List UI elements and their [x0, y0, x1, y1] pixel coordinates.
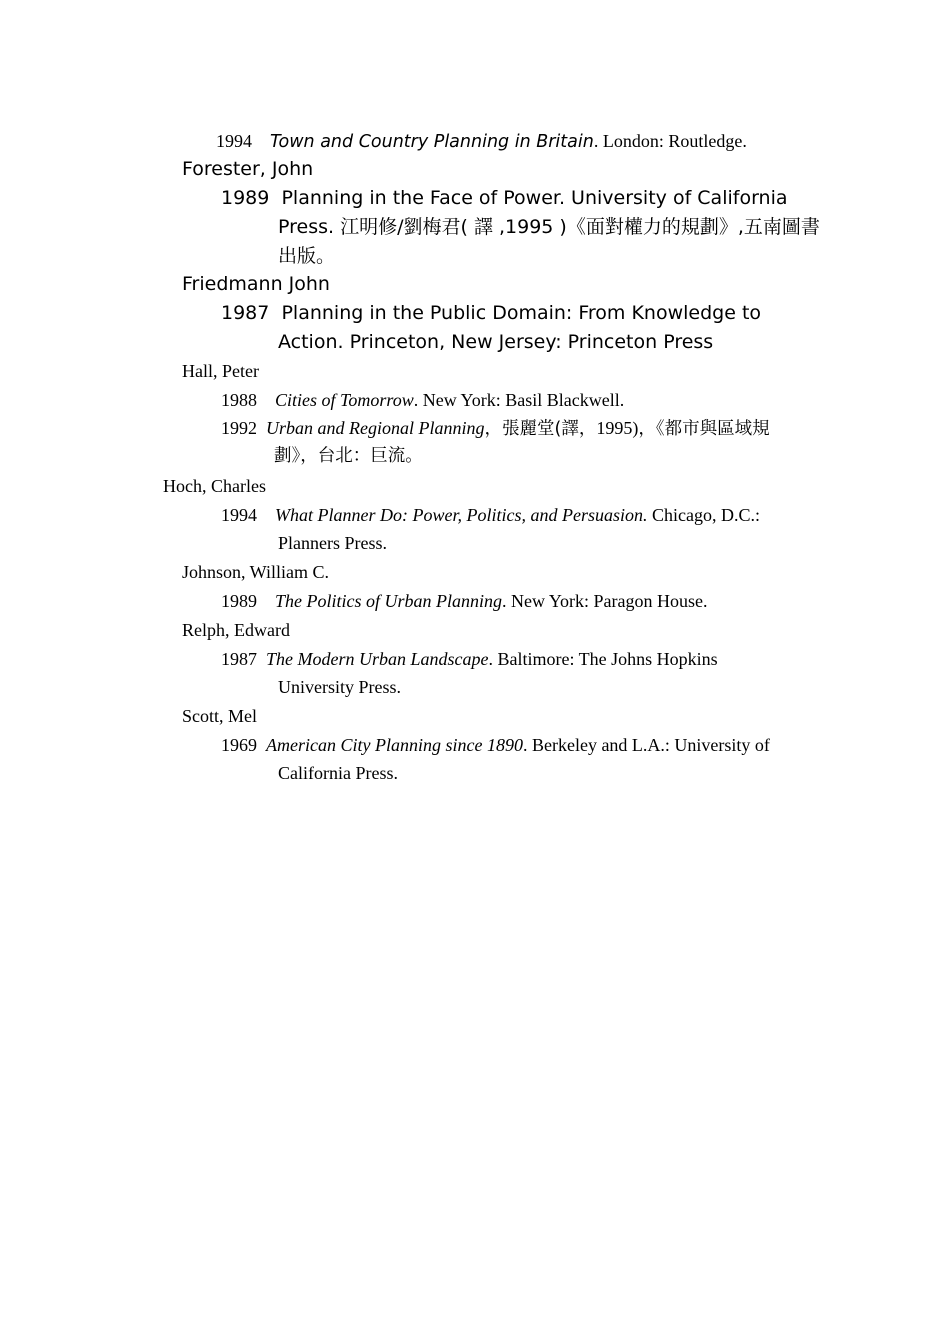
reference-year: 1992: [221, 418, 257, 438]
reference-year: 1987: [221, 302, 270, 324]
reference-translation-title: ，《都市與區域規: [638, 419, 770, 439]
reference-year: 1989: [221, 187, 270, 209]
reference-continuation: Press. 江明修/劉梅君( 譯 ,1995 )《面對權力的規劃》,五南圖書: [278, 216, 820, 238]
reference-publisher: . Baltimore: The Johns Hopkins: [488, 649, 718, 669]
reference-line: [221, 506, 760, 524]
reference-author: Hall, Peter: [182, 361, 259, 381]
reference-year: 1989: [221, 591, 257, 611]
reference-continuation: 出版。: [278, 245, 336, 267]
reference-publisher: . London: Routledge.: [593, 131, 747, 151]
reference-line: [216, 132, 747, 152]
reference-author: Forester, John: [182, 158, 314, 180]
reference-publisher: . New York: Basil Blackwell.: [413, 390, 625, 410]
reference-publisher: Chicago, D.C.:: [647, 505, 760, 525]
reference-title: The Politics of Urban Planning: [275, 591, 502, 611]
reference-translation: ，張麗堂(譯，: [484, 419, 597, 439]
reference-author: Relph, Edward: [182, 620, 290, 640]
reference-year: 1994: [221, 505, 257, 525]
reference-title: Town and Country Planning in Britain: [270, 132, 594, 152]
reference-author: Friedmann John: [182, 273, 330, 295]
reference-line: [221, 304, 761, 323]
reference-text: Planning in the Public Domain: From Knowledge to: [281, 302, 762, 324]
reference-title: Cities of Tomorrow: [275, 390, 414, 410]
reference-continuation: 劃》，台北：巨流。: [274, 446, 423, 466]
reference-year: 1988: [221, 390, 257, 410]
reference-year: 1987: [221, 649, 257, 669]
reference-title: The Modern Urban Landscape: [266, 649, 489, 669]
reference-title: Urban and Regional Planning: [266, 418, 485, 438]
reference-title: What Planner Do: Power, Politics, and Persuasion.: [275, 505, 648, 525]
reference-continuation: California Press.: [278, 763, 398, 783]
reference-author: Johnson, William C.: [182, 562, 329, 582]
reference-year: 1969: [221, 735, 257, 755]
reference-line: [221, 592, 708, 610]
reference-title: American City Planning since 1890: [266, 735, 523, 755]
reference-author: Scott, Mel: [182, 706, 257, 726]
reference-line: [221, 650, 718, 668]
reference-line: [221, 189, 788, 208]
reference-line: [221, 391, 624, 409]
reference-publisher: . New York: Paragon House.: [502, 591, 708, 611]
reference-text: Planning in the Face of Power. University of California: [281, 187, 788, 209]
reference-author: Hoch, Charles: [163, 476, 266, 496]
reference-continuation: Planners Press.: [278, 533, 387, 553]
reference-line: [221, 419, 770, 439]
reference-line: [221, 736, 770, 754]
reference-year: 1994: [216, 131, 252, 151]
reference-publisher: . Berkeley and L.A.: University of: [522, 735, 770, 755]
reference-translation-year: 1995): [596, 418, 639, 438]
reference-continuation: University Press.: [278, 677, 401, 697]
reference-continuation: Action. Princeton, New Jersey: Princeton Press: [278, 331, 714, 353]
